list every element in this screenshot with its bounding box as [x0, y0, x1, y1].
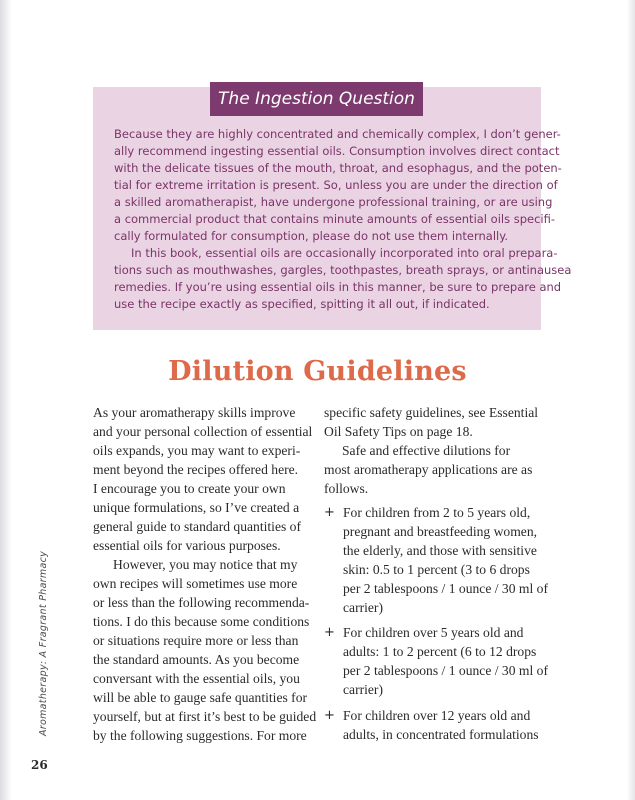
- sidebar-line: ally recommend ingesting essential oils. Consumption involves direct contact: [114, 144, 560, 158]
- left-column-line: will be able to gauge safe quantities for: [93, 690, 308, 705]
- bullet-line: carrier): [343, 600, 383, 615]
- bullet-line: the elderly, and those with sensitive: [343, 543, 537, 558]
- right-column-line: most aromatherapy applications are as: [324, 462, 533, 477]
- sidebar-line: remedies. If you’re using essential oils in this manner, be sure to prepare and: [114, 280, 562, 294]
- sidebar-line: a commercial product that contains minute amounts of essential oils specifi-: [114, 212, 556, 226]
- bullet-line: adults, in concentrated formulations: [343, 727, 539, 742]
- sidebar-line: tions such as mouthwashes, gargles, toothpastes, breath sprays, or antinausea: [114, 263, 572, 277]
- left-column-line: oils expands, you may want to experi-: [93, 443, 301, 458]
- right-column-line: Safe and effective dilutions for: [342, 443, 511, 458]
- right-column-line: follows.: [324, 481, 369, 496]
- bullet-line: pregnant and breastfeeding women,: [343, 524, 538, 539]
- bullet-line: skin: 0.5 to 1 percent (3 to 6 drops: [343, 562, 530, 577]
- left-column-line: conversant with the essential oils, you: [93, 671, 300, 686]
- bullet-line: For children over 12 years old and: [343, 708, 531, 723]
- page-edge-shadow: [627, 0, 635, 800]
- left-column-line: However, you may notice that my: [113, 557, 298, 572]
- left-column-line: or less than the following recommenda-: [93, 595, 310, 610]
- running-head: Aromatherapy: A Fragrant Pharmacy: [38, 550, 49, 736]
- sidebar-line: use the recipe exactly as specified, spitting it all out, if indicated.: [114, 297, 490, 311]
- left-column-line: yourself, but at first it’s best to be guided: [93, 709, 317, 724]
- sidebar-line: Because they are highly concentrated and chemically complex, I don’t gener-: [114, 127, 561, 141]
- page-gutter-shadow: [0, 0, 12, 800]
- sidebar-title: The Ingestion Question: [210, 82, 423, 116]
- left-column-line: or situations require more or less than: [93, 633, 299, 648]
- sidebar-line: a skilled aromatherapist, have undergone professional training, or are using: [114, 195, 553, 209]
- bullet-line: For children over 5 years old and: [343, 625, 524, 640]
- left-column-line: and your personal collection of essential: [93, 424, 313, 439]
- left-column-line: own recipes will sometimes use more: [93, 576, 298, 591]
- bullet-line: adults: 1 to 2 percent (6 to 12 drops: [343, 644, 537, 659]
- bullet-line: per 2 tablespoons / 1 ounce / 30 ml of: [343, 663, 549, 678]
- bullet-line: For children from 2 to 5 years old,: [343, 505, 531, 520]
- left-column-line: I encourage you to create your own: [93, 481, 286, 496]
- left-column-line: the standard amounts. As you become: [93, 652, 300, 667]
- left-column-line: unique formulations, so I’ve created a: [93, 500, 300, 515]
- left-column-line: general guide to standard quantities of: [93, 519, 301, 534]
- right-column-line: specific safety guidelines, see Essential: [324, 405, 539, 420]
- section-heading: Dilution Guidelines: [168, 356, 467, 387]
- left-column-line: tions. I do this because some conditions: [93, 614, 310, 629]
- left-column-line: by the following suggestions. For more: [93, 728, 307, 743]
- sidebar-line: In this book, essential oils are occasionally incorporated into oral prepara-: [131, 246, 558, 260]
- plus-bullet-icon: +: [324, 708, 335, 723]
- left-column-line: essential oils for various purposes.: [93, 538, 281, 553]
- bullet-line: carrier): [343, 682, 383, 697]
- left-column-line: ment beyond the recipes offered here.: [93, 462, 299, 477]
- bullet-line: per 2 tablespoons / 1 ounce / 30 ml of: [343, 581, 549, 596]
- plus-bullet-icon: +: [324, 625, 335, 640]
- sidebar-line: with the delicate tissues of the mouth, throat, and esophagus, and the poten-: [114, 161, 562, 175]
- sidebar-line: tial for extreme irritation is present. So, unless you are under the direction of: [114, 178, 558, 192]
- right-column-line: Oil Safety Tips on page 18.: [324, 424, 473, 439]
- page-number: 26: [31, 758, 48, 772]
- sidebar-line: cally formulated for consumption, please do not use them internally.: [114, 229, 509, 243]
- left-column-line: As your aromatherapy skills improve: [93, 405, 296, 420]
- plus-bullet-icon: +: [324, 505, 335, 520]
